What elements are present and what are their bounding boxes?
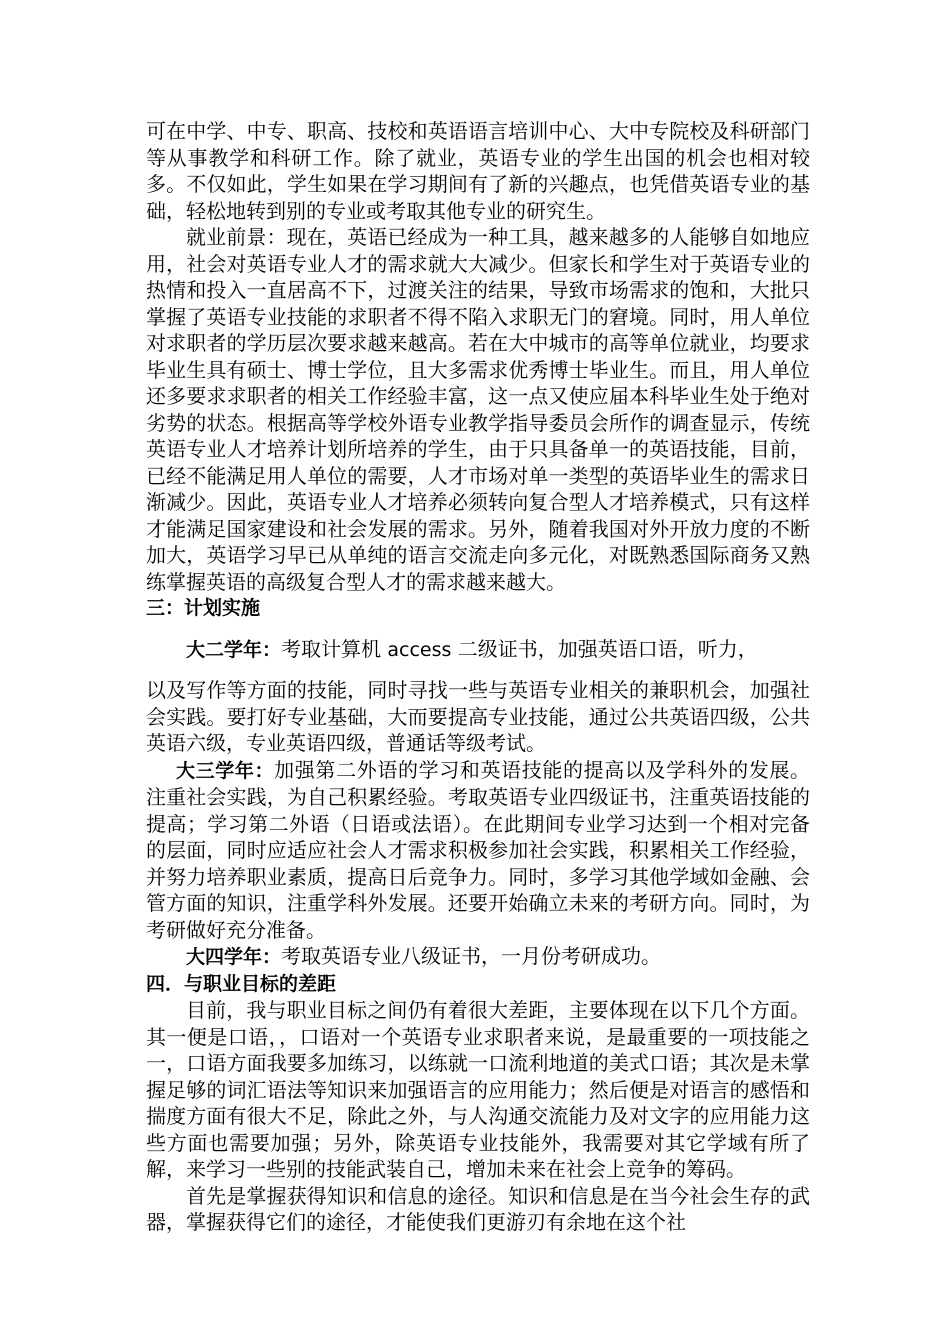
paragraph-employment-prospects: 就业前景：现在，英语已经成为一种工具，越来越多的人能够自如地应用，社会对英语专业人才的需求就大大减少。但家长和学生对于英语专业的热情和投入一直居高不下，过渡关注的结果，导致市场需求的饱和，大批只掌握了英语专业技能的求职者不得不陷入求职无门的窘境。同时，用人单位对求职者的学历层次要求越来越高。若在大中城市的高等单位就业，均要求毕业生具有硕士、博士学位，且大多需求优秀博士毕业生。而且，用人单位还多要求求职者的相关工作经验丰富，这一点又使应届本科毕业生处于绝对劣势的状态。根据高等学校外语专业教学指导委员会所作的调查显示，传统英语专业人才培养计划所培养的学生，由于只具备单一的英语技能，目前，已经不能满足用人单位的需要，人才市场对单一类型的英语毕业生的需求日渐减少。因此，英语专业人才培养必须转向复合型人才培养模式，只有这样才能满足国家建设和社会发展的需求。另外，随着我国对外开放力度的不断加大，英语学习早已从单纯的语言交流走向多元化，对既熟悉国际商务又熟练掌握英语的高级复合型人才的需求越来越大。 [146, 225, 810, 594]
paragraph-senior-year [146, 943, 810, 971]
document-body [146, 118, 810, 1236]
sophomore-year-text-b: 二级证书，加强英语口语，听力， [457, 636, 758, 661]
junior-year-text: 加强第二外语的学习和英语技能的提高以及学科外的发展。注重社会实践，为自己积累经验。考取英语专业四级证书，注重英语技能的提高；学习第二外语（日语或法语）。在此期间专业学习达到一个相对完备的层面，同时应适应社会人才需求积极参加社会实践，积累相关工作经验，并努力培养职业素质，提高日后竞争力。同时，多学习其他学域如金融、会管方面的知识，注重学科外发展。还要开始确立未来的考研方向。同时，为考研做好充分准备。 [146, 757, 810, 942]
sophomore-year-label: 大二学年： [186, 638, 282, 661]
section-heading-career-gap: 四．与职业目标的差距 [146, 972, 337, 995]
senior-year-text: 考取英语专业八级证书，一月份考研成功。 [281, 944, 662, 968]
junior-year-label: 大三学年： [176, 759, 275, 782]
paragraph-employment-options: 可在中学、中专、职高、技校和英语语言培训中心、大中专院校及科研部门等从事教学和科研工作。除了就业，英语专业的学生出国的机会也相对较多。不仅如此，学生如果在学习期间有了新的兴趣点，也凭借英语专业的基础，轻松地转到别的专业或考取其他专业的研究生。 [146, 119, 810, 223]
paragraph-knowledge-channels: 首先是掌握获得知识和信息的途径。知识和信息是在当今社会生存的武器，掌握获得它们的途径，才能使我们更游刃有余地在这个社 [146, 1183, 810, 1234]
section-heading-plan: 三：计划实施 [146, 597, 261, 619]
paragraph-sophomore-year [146, 636, 810, 664]
sophomore-year-access: access [387, 638, 452, 661]
sophomore-year-text-a: 考取计算机 [281, 636, 382, 661]
senior-year-label: 大四学年： [186, 946, 282, 968]
paragraph-career-gap: 目前，我与职业目标之间仍有着很大差距，主要体现在以下几个方面。其一便是口语，，口语对一个英语专业求职者来说，是最重要的一项技能之一，口语方面我要多加练习，以练就一口流利地道的美式口语；其次是未掌握足够的词汇语法等知识来加强语言的应用能力；然后便是对语言的感悟和揣度方面有很大不足，除此之外，与人沟通交流能力及对文字的应用能力这些方面也需要加强；另外，除英语专业技能外，我需要对其它学域有所了解，来学习一些别的技能武装自己，增加未来在社会上竞争的筹码。 [146, 998, 810, 1181]
paragraph-sophomore-year-continued: 以及写作等方面的技能，同时寻找一些与英语专业相关的兼职机会，加强社会实践。要打好专业基础，大而要提高专业技能，通过公共英语四级，公共英语六级，专业英语四级，普通话等级考试。 [146, 678, 810, 755]
paragraph-junior-year [146, 757, 810, 944]
